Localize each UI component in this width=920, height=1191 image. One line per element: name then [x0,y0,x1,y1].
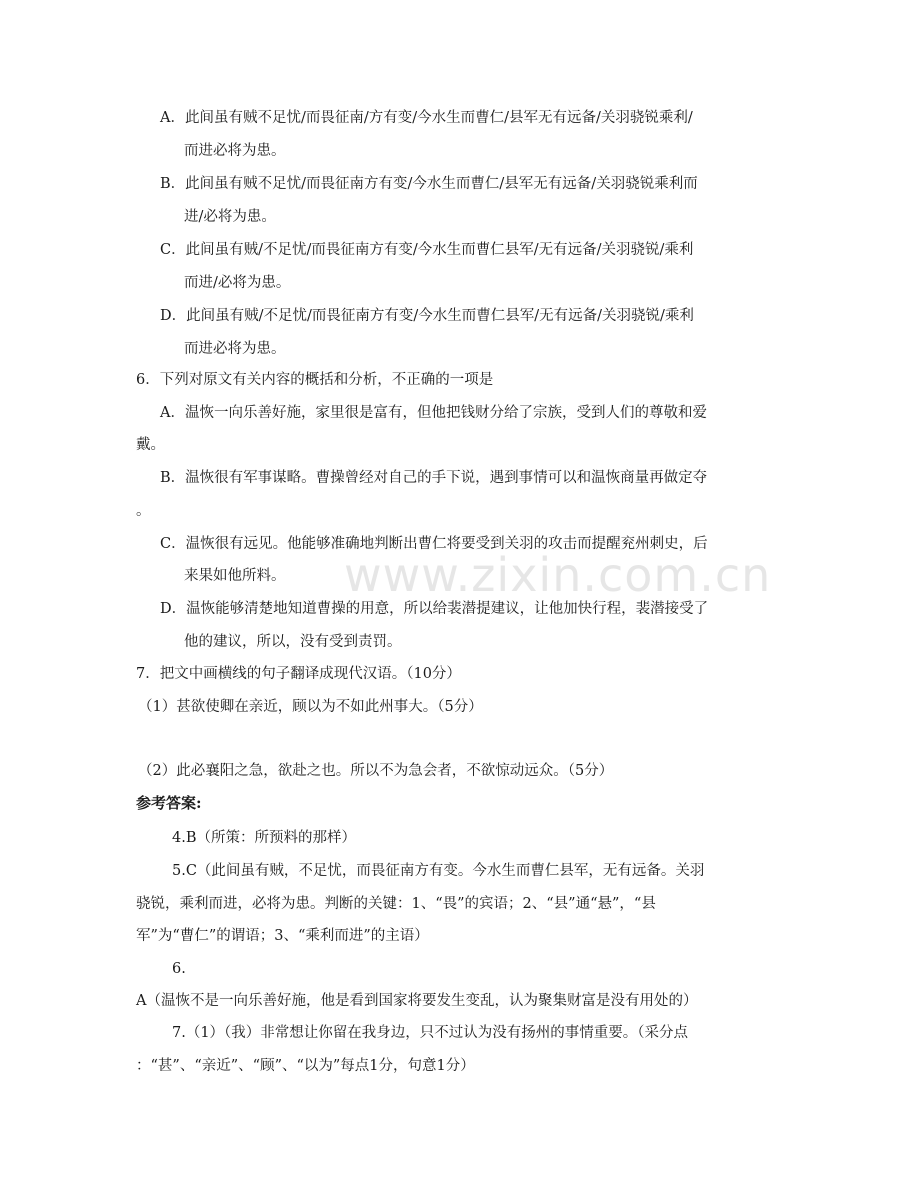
q5-option-a-line2: 而进必将为患。 [184,143,286,159]
q5-option-d-line2: 而进必将为患。 [184,341,286,357]
answer-4: 4.B（所策：所预料的那样） [172,830,356,846]
q6-option-c-line2: 来果如他所料。 [184,568,286,584]
answers-heading: 参考答案: [136,794,202,812]
q6-option-d-line2: 他的建议，所以，没有受到责罚。 [184,634,402,650]
q5-option-b-line1: B．此间虽有贼不足忧/而畏征南方有变/今水生而曹仁/县军无有远备/关羽骁锐乘利而 [160,176,698,192]
q6-stem: 6．下列对原文有关内容的概括和分析，不正确的一项是 [136,372,494,388]
q6-option-a-line1: A．温恢一向乐善好施，家里很是富有，但他把钱财分给了宗族，受到人们的尊敬和爱 [160,405,707,421]
q5-option-c-line1: C．此间虽有贼/不足忧/而畏征南方有变/今水生而曹仁县军/无有远备/关羽骁锐/乘利 [160,242,694,258]
q5-option-c-line2: 而进/必将为患。 [184,275,291,291]
q6-option-c-line1: C．温恢很有远见。他能够准确地判断出曹仁将要受到关羽的攻击而提醒兖州刺史，后 [160,536,708,552]
q6-option-b-line2: 。 [136,503,151,519]
q5-option-b-line2: 进/必将为患。 [184,209,276,225]
answer-7-line1: 7.（1）（我）非常想让你留在我身边，只不过认为没有扬州的事情重要。（采分点 [172,1025,689,1041]
q6-option-b-line1: B．温恢很有军事谋略。曹操曾经对自己的手下说，遇到事情可以和温恢商量再做定夺 [160,470,708,486]
answer-6-line1: 6. [172,961,186,977]
q7-sentence-2: （2）此必襄阳之急，欲赴之也。所以不为急会者，不欲惊动远众。（5分） [138,763,614,779]
answer-5-line1: 5.C（此间虽有贼，不足忧，而畏征南方有变。今水生而曹仁县军，无有远备。关羽 [172,863,705,879]
answer-5-line3: 军”为“曹仁”的谓语；3、“乘利而进”的主语） [136,928,429,944]
q6-option-d-line1: D．温恢能够清楚地知道曹操的用意，所以给裴潜提建议，让他加快行程，裴潜接受了 [160,601,709,617]
q7-stem: 7．把文中画横线的句子翻译成现代汉语。（10分） [136,666,461,682]
q5-option-a-line1: A．此间虽有贼不足忧/而畏征南/方有变/今水生而曹仁/县军无有远备/关羽骁锐乘利/ [160,110,693,126]
answer-6-line2: A（温恢不是一向乐善好施，他是看到国家将要发生变乱，认为聚集财富是没有用处的） [136,993,698,1009]
q5-option-d-line1: D．此间虽有贼/不足忧/而畏征南方有变/今水生而曹仁县军/无有远备/关羽骁锐/乘利 [160,308,694,324]
answer-5-line2: 骁锐，乘利而进，必将为患。判断的关键：1、“畏”的宾语；2、“县”通“悬”，“县 [136,896,656,912]
q7-sentence-1: （1）甚欲使卿在亲近，顾以为不如此州事大。（5分） [138,699,483,715]
q6-option-a-line2: 戴。 [136,437,165,453]
watermark: www.zixin.com.cn [344,548,772,602]
answer-7-line2: ：“甚”、“亲近”、“顾”、“以为”每点1分，句意1分） [136,1058,475,1074]
